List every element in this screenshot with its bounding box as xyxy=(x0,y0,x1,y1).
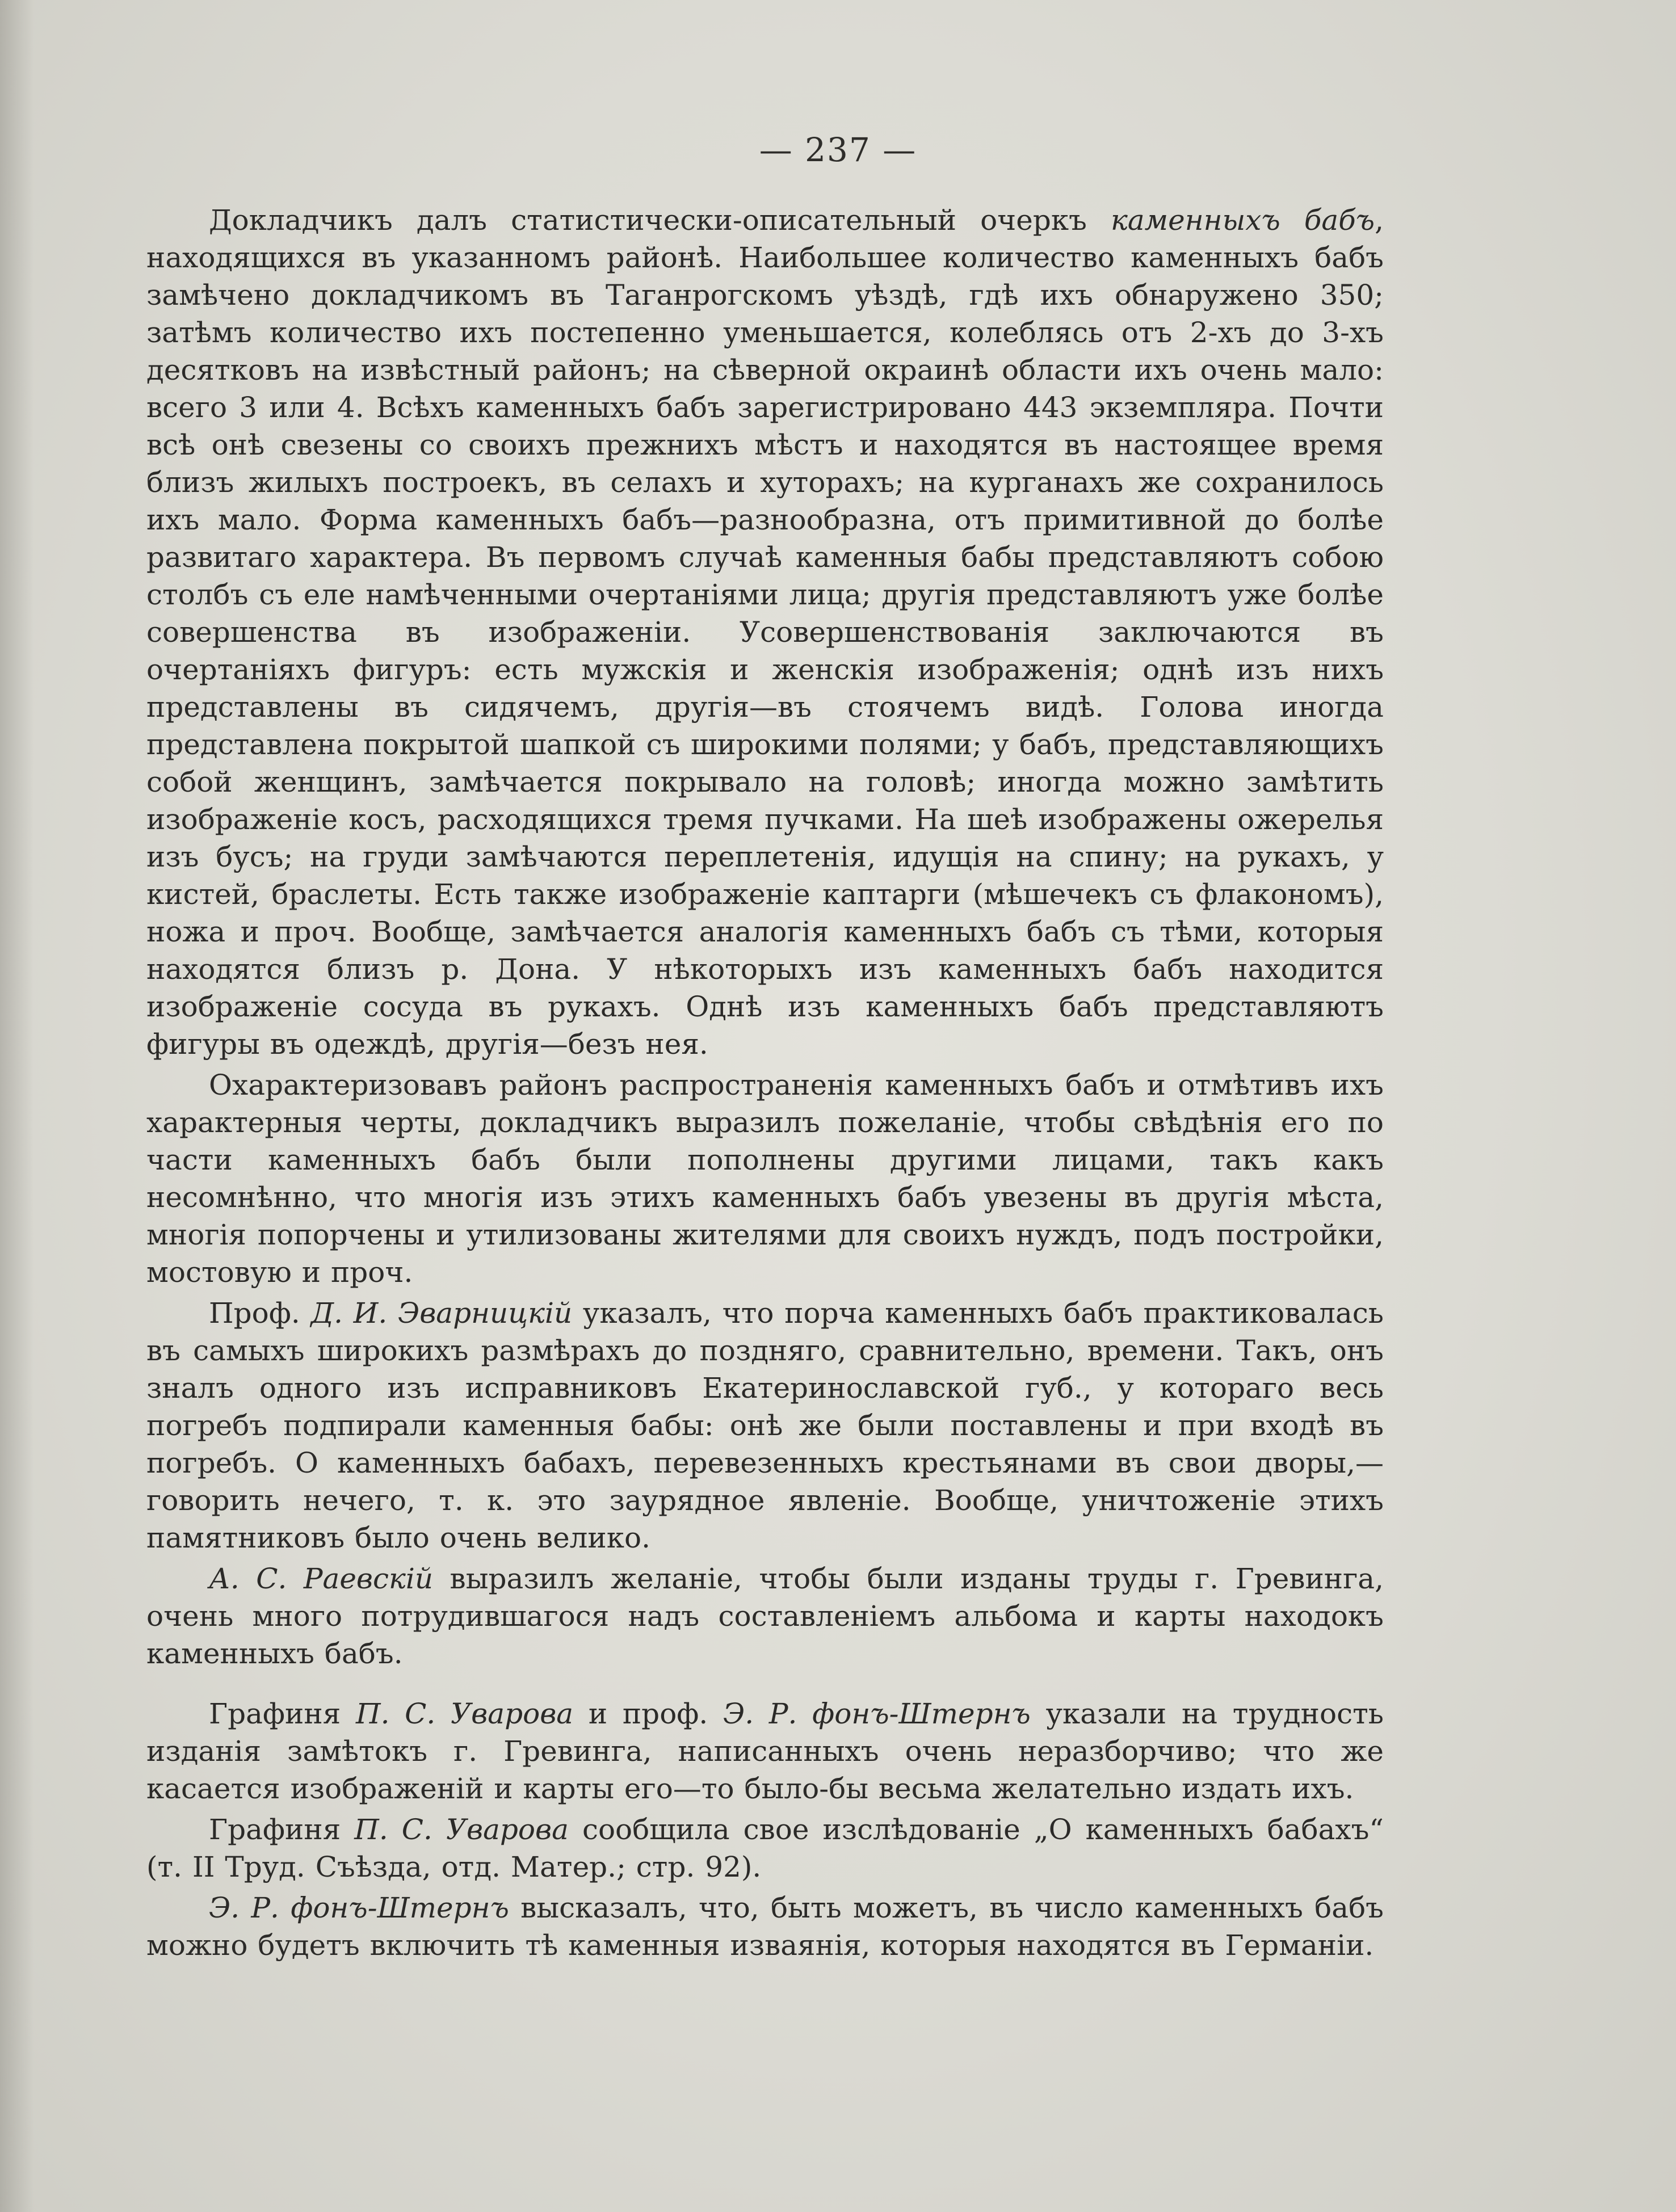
paragraph-evarnitsky xyxy=(146,1294,1384,1560)
text-segment: сообщила свое изслѣдованіе „О каменныхъ бабахъ“ (т. II Труд. Съѣзда, отд. Матер.; стр. 92). xyxy=(146,1813,1384,1883)
speaker-name: Э. Р. фонъ-Штернъ xyxy=(209,1891,509,1924)
text-segment: и проф. xyxy=(573,1697,724,1730)
text-segment: выразилъ желаніе, чтобы были изданы труды г. Гревинга, очень много потрудившагося надъ составленіемъ альбома и карты находокъ каменныхъ бабъ. xyxy=(146,1562,1384,1670)
term-italic: каменныхъ бабъ xyxy=(1110,204,1375,237)
paragraph-uvarova-report xyxy=(146,1811,1384,1889)
text-segment: Докладчикъ далъ статистически-описательный очеркъ xyxy=(209,204,1111,237)
paragraph-uvarova-stern xyxy=(146,1695,1384,1811)
text-segment: указали на трудность изданія замѣтокъ г. Гревинга, написанныхъ очень неразборчиво; что же касается изображеній и карты его—то было-бы весьма желательно издать ихъ. xyxy=(146,1697,1384,1805)
text-segment: , находящихся въ указанномъ районѣ. Наибольшее количество каменныхъ бабъ замѣчено докладчикомъ въ Таганрогскомъ уѣздѣ, гдѣ ихъ обнаружено 350; затѣмъ количество ихъ постепенно уменьшается, колеблясь отъ 2-хъ до 3-хъ десятковъ на извѣстный районъ; на сѣверной окраинѣ области ихъ очень мало: всего 3 или 4. Всѣхъ каменныхъ бабъ зарегистрировано 443 экземпляра. Почти всѣ онѣ свезены со своихъ прежнихъ мѣстъ и находятся въ настоящее время близъ жилыхъ построекъ, въ селахъ и хуторахъ; на курганахъ же сохранилось ихъ мало. Форма каменныхъ бабъ—разнообразна, отъ примитивной до болѣе развитаго характера. Въ первомъ случаѣ каменныя бабы представляютъ собою столбъ съ еле намѣченными очертаніями лица; другія представляютъ уже болѣе совершенства въ изображеніи. Усовершенствованія заключаются въ очертаніяхъ фигуръ: есть мужскія и женскія изображенія; однѣ изъ нихъ представлены въ сидячемъ, другія—въ стоячемъ видѣ. Голова иногда представлена покрытой шапкой съ широкими полями; у бабъ, представляющихъ собой женщинъ, замѣчается покрывало на головѣ; иногда можно замѣтить изображеніе косъ, расходящихся тремя пучками. На шеѣ изображены ожерелья изъ бусъ; на груди замѣчаются переплетенія, идущія на спину; на рукахъ, у кистей, браслеты. Есть также изображеніе каптарги (мѣшечекъ съ флакономъ), ножа и проч. Вообще, замѣчается аналогія каменныхъ бабъ съ тѣми, которыя находятся близъ р. Дона. У нѣкоторыхъ изъ каменныхъ бабъ находится изображеніе сосуда въ рукахъ. Однѣ изъ каменныхъ бабъ представляютъ фигуры въ одеждѣ, другія—безъ нея. xyxy=(146,204,1384,1061)
text-segment: высказалъ, что, быть можетъ, въ число каменныхъ бабъ можно будетъ включить тѣ каменныя изваянія, которыя находятся въ Германіи. xyxy=(146,1891,1384,1962)
speaker-name: П. С. Уварова xyxy=(354,1813,569,1846)
paragraph-raevsky xyxy=(146,1560,1384,1695)
paragraph-report xyxy=(146,201,1384,1066)
speaker-name: Д. И. Эварницкій xyxy=(310,1297,573,1330)
text-segment: Проф. xyxy=(209,1297,311,1330)
page-number: — 237 — xyxy=(759,131,917,169)
text-segment: Охарактеризовавъ районъ распространенія каменныхъ бабъ и отмѣтивъ ихъ характерныя черты, докладчикъ выразилъ пожеланіе, чтобы свѣдѣнія его по части каменныхъ бабъ были пополнены другими лицами, такъ какъ несомнѣнно, что многія изъ этихъ каменныхъ бабъ увезены въ другія мѣста, многія попорчены и утилизованы жителями для своихъ нуждъ, подъ постройки, мостовую и проч. xyxy=(146,1069,1384,1289)
body-text xyxy=(146,201,1384,1967)
text-segment: Графиня xyxy=(209,1813,355,1846)
binding-shadow xyxy=(0,0,34,2212)
text-segment: указалъ, что порча каменныхъ бабъ практиковалась въ самыхъ широкихъ размѣрахъ до поздняго, сравнительно, времени. Такъ, онъ зналъ одного изъ исправниковъ Екатеринославской губ., у котораго весь погребъ подпирали каменныя бабы: онѣ же были поставлены и при входѣ въ погребъ. О каменныхъ бабахъ, перевезенныхъ крестьянами въ свои дворы,—говорить нечего, т. к. это заурядное явленіе. Вообще, уничтоженіе этихъ памятниковъ было очень велико. xyxy=(146,1297,1384,1554)
speaker-name: Э. Р. фонъ-Штернъ xyxy=(723,1697,1031,1730)
text-segment: Графиня xyxy=(209,1697,356,1730)
speaker-name: П. С. Уварова xyxy=(355,1697,574,1730)
speaker-name: А. С. Раевскій xyxy=(209,1562,434,1595)
paragraph-conclusion xyxy=(146,1066,1384,1294)
paragraph-stern xyxy=(146,1889,1384,1967)
